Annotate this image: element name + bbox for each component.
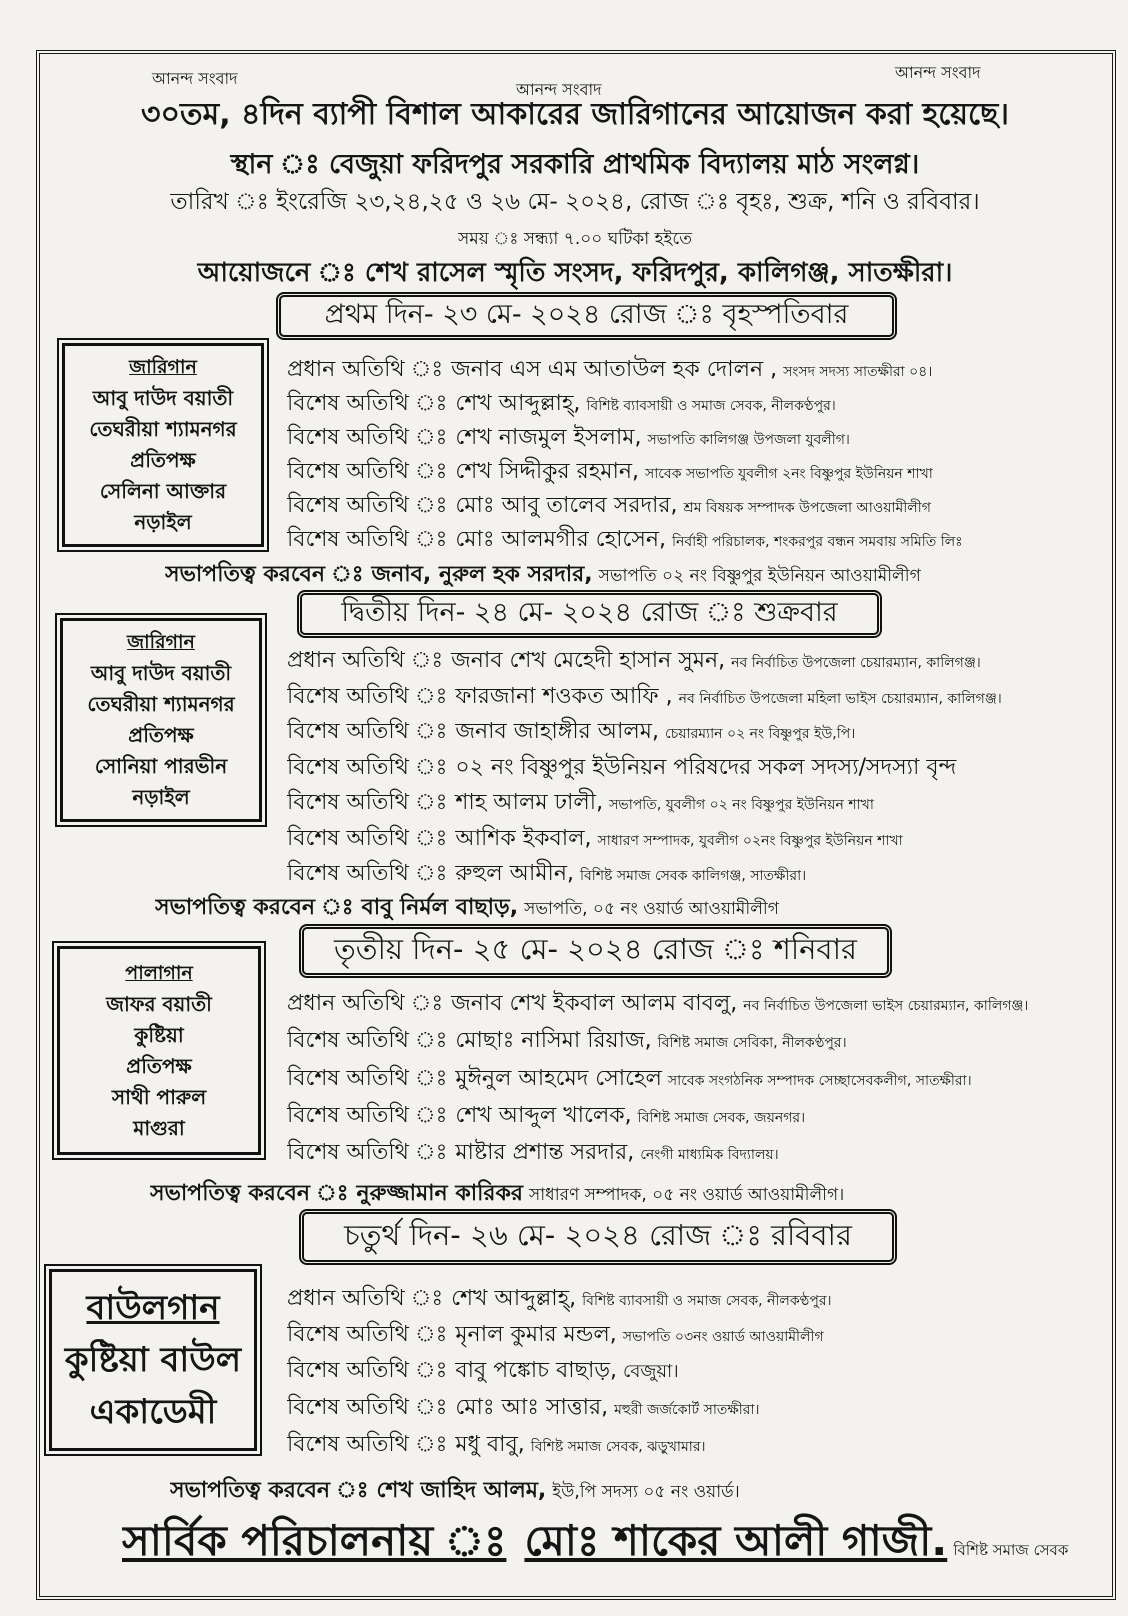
performer-line: কুষ্টিয়া bbox=[134, 1022, 184, 1047]
guest-name: মোছাঃ নাসিমা রিয়াজ, bbox=[455, 1028, 652, 1053]
guest-row bbox=[287, 1061, 1112, 1093]
guest-description: সাবেক সভাপতি যুবলীগ ২নং বিষ্ণুপুর ইউনিয়ন শাখা bbox=[645, 466, 933, 482]
guest-description: সভাপতি, যুবলীগ ০২ নং বিষ্ণুপুর ইউনিয়ন শাখা bbox=[609, 797, 874, 813]
guest-name: মধু বাবু, bbox=[455, 1432, 525, 1457]
guest-role: বিশেষ অতিথি ঃ bbox=[287, 790, 448, 815]
guest-description: চেয়ারম্যান ০২ নং বিষ্ণুপুর ইউ,পি। bbox=[665, 726, 856, 742]
guest-name: মাষ্টার প্রশান্ত সরদার, bbox=[455, 1140, 635, 1165]
guest-role: বিশেষ অতিথি ঃ bbox=[287, 1066, 448, 1091]
guest-name: শেখ আব্দুল্লাহ্, bbox=[451, 1286, 577, 1311]
guest-description: বিশিষ্ট ব্যাবসায়ী ও সমাজ সেবক, নীলকণ্ঠপুর। bbox=[586, 398, 836, 414]
performer-line: সাথী পারুল bbox=[111, 1084, 207, 1109]
guest-role: বিশেষ অতিথি ঃ bbox=[287, 1103, 448, 1128]
event-time: সময় ঃ সন্ধ্যা ৭.০০ ঘটিকা হইতে bbox=[458, 229, 692, 249]
guest-row bbox=[287, 1427, 1112, 1459]
performer-line: প্রতিপক্ষ bbox=[130, 448, 196, 472]
guest-row bbox=[287, 1353, 1112, 1385]
guest-role: বিশেষ অতিথি ঃ bbox=[287, 459, 448, 484]
guest-description: সাবেক সংগঠনিক সম্পাদক সেচ্ছাসেবকলীগ, সাতক্ষীরা। bbox=[667, 1073, 972, 1089]
guest-description: বিশিষ্ট ব্যাবসায়ী ও সমাজ সেবক, নীলকণ্ঠপুর। bbox=[582, 1293, 832, 1309]
day-banner: দ্বিতীয় দিন- ২৪ মে- ২০২৪ রোজ ঃ শুক্রবার bbox=[297, 590, 882, 638]
day-banner: তৃতীয় দিন- ২৫ মে- ২০২৪ রোজ ঃ শনিবার bbox=[299, 924, 892, 978]
performer-line: তেঘরীয়া শ্যামনগর bbox=[89, 417, 237, 441]
guest-row bbox=[287, 522, 1112, 554]
header-tag-center: আনন্দ সংবাদ bbox=[516, 80, 602, 99]
chair-row bbox=[155, 890, 1112, 924]
guest-description: বিশিষ্ট সমাজ সেবক, ঝড়ুখামার। bbox=[530, 1439, 706, 1455]
guest-role: প্রধান অতিথি ঃ bbox=[287, 648, 444, 673]
guest-name: মোঃ আলমগীর হোসেন, bbox=[455, 527, 667, 552]
guest-description: সভাপতি কালিগঞ্জ উপজলা যুবলীগ। bbox=[647, 432, 850, 448]
guest-role: বিশেষ অতিথি ঃ bbox=[287, 1140, 448, 1165]
guest-row bbox=[287, 1317, 1112, 1349]
guest-role: বিশেষ অতিথি ঃ bbox=[287, 719, 448, 744]
chair-description: সভাপতি ০২ নং বিষ্ণুপুর ইউনিয়ন আওয়ামীলীগ bbox=[598, 566, 921, 586]
performer-genre: জারিগান bbox=[129, 356, 197, 378]
guest-name: জনাব শেখ ইকবাল আলম বাবলু, bbox=[451, 991, 738, 1016]
day-banner: চতুর্থ দিন- ২৬ মে- ২০২৪ রোজ ঃ রবিবার bbox=[299, 1209, 897, 1265]
guest-row bbox=[287, 856, 1112, 888]
guest-description: বিশিষ্ট সমাজ সেবক কালিগঞ্জ, সাতক্ষীরা। bbox=[579, 868, 807, 884]
guest-row bbox=[287, 750, 1112, 782]
guest-name: শেখ আব্দুল খালেক, bbox=[455, 1103, 632, 1128]
guest-row bbox=[287, 1281, 1112, 1313]
performer-line: জাফর বয়াতী bbox=[106, 991, 212, 1016]
guest-row bbox=[287, 454, 1112, 486]
performer-box bbox=[62, 343, 264, 547]
guest-row bbox=[287, 386, 1112, 418]
performer-line: নড়াইল bbox=[132, 785, 190, 809]
guest-name: জনাব শেখ মেহেদী হাসান সুমন, bbox=[451, 648, 726, 673]
event-organizer: আয়োজনে ঃ শেখ রাসেল স্মৃতি সংসদ, ফরিদপুর, কালিগঞ্জ, সাতক্ষীরা। bbox=[197, 258, 953, 288]
guest-role: বিশেষ অতিথি ঃ bbox=[287, 1395, 448, 1420]
guest-name: ফারজানা শওকত আফি , bbox=[455, 684, 673, 709]
guest-row bbox=[287, 1023, 1112, 1055]
guest-name: শেখ সিদ্দীকুর রহমান, bbox=[455, 459, 639, 484]
chair-row bbox=[165, 557, 1112, 591]
guest-role: প্রধান অতিথি ঃ bbox=[287, 357, 444, 382]
guest-row bbox=[287, 1135, 1112, 1167]
guest-name: মুঈনুল আহমেদ সোহেল bbox=[455, 1066, 662, 1091]
guest-role: বিশেষ অতিথি ঃ bbox=[287, 1358, 448, 1383]
chair-row bbox=[150, 1176, 1112, 1210]
guest-role: বিশেষ অতিথি ঃ bbox=[287, 1322, 448, 1347]
guest-role: বিশেষ অতিথি ঃ bbox=[287, 1432, 448, 1457]
guest-row bbox=[287, 785, 1112, 817]
footer-label: সার্বিক পরিচালনায় ঃ bbox=[122, 1516, 507, 1565]
guest-name: মোঃ আবু তালেব সরদার, bbox=[455, 493, 678, 518]
event-title: ৩০তম, ৪দিন ব্যাপী বিশাল আকারের জারিগানের আয়োজন করা হয়েছে। bbox=[141, 97, 1009, 132]
performer-box bbox=[57, 946, 261, 1155]
chair-label: সভাপতিত্ব করবেন ঃ bbox=[155, 895, 354, 920]
guest-name: জনাব জাহাঙ্গীর আলম, bbox=[455, 719, 660, 744]
guest-role: বিশেষ অতিথি ঃ bbox=[287, 826, 448, 851]
guest-name: মোঃ আঃ সাত্তার, bbox=[455, 1395, 609, 1420]
guest-role: বিশেষ অতিথি ঃ bbox=[287, 861, 448, 886]
performer-box bbox=[49, 1269, 257, 1451]
guest-name: শেখ নাজমুল ইসলাম, bbox=[455, 425, 642, 450]
guest-description: মহুরী জর্জকোর্ট সাতক্ষীরা। bbox=[614, 1402, 760, 1418]
guest-description: নির্বাহী পরিচালক, শংকরপুর বন্ধন সমবায় সমিতি লিঃ bbox=[672, 534, 963, 550]
guest-name: আশিক ইকবাল, bbox=[455, 826, 592, 851]
guest-description: নব নির্বাচিত উপজেলা চেয়ারম্যান, কালিগঞ্জ। bbox=[731, 655, 981, 671]
guest-description: সভাপতি ০৩নং ওয়ার্ড আওয়ামীলীগ bbox=[622, 1329, 824, 1345]
performer-genre: পালাগান bbox=[125, 961, 193, 984]
guest-name: শাহ আলম ঢালী, bbox=[455, 790, 604, 815]
guest-description: বেজুয়া। bbox=[623, 1361, 679, 1382]
guest-name: শেখ আব্দুল্লাহ্, bbox=[455, 391, 581, 416]
footer-row bbox=[122, 1508, 1114, 1570]
chair-row bbox=[170, 1473, 1112, 1507]
guest-description: নেংগী মাধ্যমিক বিদ্যালয়। bbox=[640, 1147, 779, 1163]
guest-role: বিশেষ অতিথি ঃ bbox=[287, 684, 448, 709]
chair-name: বাবু নির্মল বাছাড়, bbox=[361, 895, 519, 920]
performer-box bbox=[60, 618, 262, 822]
guest-row bbox=[287, 1098, 1112, 1130]
guest-name: জনাব এস এম আতাউল হক দোলন , bbox=[451, 357, 778, 382]
guest-description: নব নির্বাচিত উপজেলা মহিলা ভাইস চেয়ারম্যান, কালিগঞ্জ। bbox=[678, 691, 1002, 707]
guest-row bbox=[287, 714, 1112, 746]
footer-description: বিশিষ্ট সমাজ সেবক bbox=[953, 1541, 1069, 1559]
guest-row bbox=[287, 420, 1112, 452]
performer-line: নড়াইল bbox=[134, 510, 192, 534]
performer-genre: জারিগান bbox=[127, 631, 195, 653]
guest-name: রুহুল আমীন, bbox=[455, 861, 574, 886]
footer-name: মোঃ শাকের আলী গাজী. bbox=[524, 1516, 948, 1565]
performer-line: সোনিয়া পারভীন bbox=[94, 754, 228, 778]
guest-role: বিশেষ অতিথি ঃ bbox=[287, 493, 448, 518]
guest-role: বিশেষ অতিথি ঃ bbox=[287, 391, 448, 416]
guest-role: প্রধান অতিথি ঃ bbox=[287, 991, 444, 1016]
guest-row bbox=[287, 352, 1112, 384]
chair-label: সভাপতিত্ব করবেন ঃ bbox=[165, 562, 364, 587]
guest-row bbox=[287, 1390, 1112, 1422]
chair-name: জনাব, নুরুল হক সরদার, bbox=[371, 562, 593, 587]
chair-description: সাধারণ সম্পাদক, ০৫ নং ওয়ার্ড আওয়ামীলীগ। bbox=[529, 1185, 845, 1205]
performer-line: সেলিনা আক্তার bbox=[99, 479, 227, 503]
header-tag-left: আনন্দ সংবাদ bbox=[152, 69, 238, 88]
chair-label: সভাপতিত্ব করবেন ঃ bbox=[170, 1478, 369, 1503]
guest-row bbox=[287, 821, 1112, 853]
guest-name: বাবু পঙ্কোচ বাছাড়, bbox=[455, 1358, 618, 1383]
guest-description: নব নির্বাচিত উপজেলা ভাইস চেয়ারম্যান, কালিগঞ্জ। bbox=[743, 998, 1029, 1014]
guest-description: শ্রম বিষয়ক সম্পাদক উপজেলা আওয়ামীলীগ bbox=[683, 500, 931, 516]
header-tag-right: আনন্দ সংবাদ bbox=[895, 63, 981, 82]
performer-line: প্রতিপক্ষ bbox=[128, 723, 194, 747]
guest-name: মৃনাল কুমার মন্ডল, bbox=[455, 1322, 617, 1347]
performer-line: মাগুরা bbox=[133, 1115, 185, 1140]
guest-role: প্রধান অতিথি ঃ bbox=[287, 1286, 444, 1311]
performer-line: আবু দাউদ বয়াতী bbox=[92, 386, 234, 410]
performer-line: একাডেমী bbox=[89, 1392, 217, 1432]
day-banner: প্রথম দিন- ২৩ মে- ২০২৪ রোজ ঃ বৃহস্পতিবার bbox=[276, 292, 897, 340]
guest-description: বিশিষ্ট সমাজ সেবিকা, নীলকণ্ঠপুর। bbox=[657, 1035, 847, 1051]
chair-label: সভাপতিত্ব করবেন ঃ bbox=[150, 1181, 349, 1206]
guest-role: বিশেষ অতিথি ঃ bbox=[287, 527, 448, 552]
chair-name: শেখ জাহিদ আলম, bbox=[376, 1478, 547, 1503]
guest-row bbox=[287, 643, 1112, 675]
guest-role: বিশেষ অতিথি ঃ bbox=[287, 1028, 448, 1053]
chair-name: নুরুজ্জামান কারিকর bbox=[356, 1181, 524, 1206]
chair-description: ইউ,পি সদস্য ০৫ নং ওয়ার্ড। bbox=[552, 1482, 740, 1502]
performer-genre: বাউলগান bbox=[86, 1288, 220, 1328]
performer-line: কুষ্টিয়া বাউল bbox=[64, 1340, 242, 1380]
guest-role: বিশেষ অতিথি ঃ bbox=[287, 755, 448, 780]
performer-line: প্রতিপক্ষ bbox=[126, 1053, 192, 1078]
guest-role: বিশেষ অতিথি ঃ bbox=[287, 425, 448, 450]
event-venue: স্থান ঃ বেজুয়া ফরিদপুর সরকারি প্রাথমিক বিদ্যালয় মাঠ সংলগ্ন। bbox=[230, 149, 920, 180]
guest-row bbox=[287, 986, 1112, 1018]
guest-name: ০২ নং বিষ্ণুপুর ইউনিয়ন পরিষদের সকল সদস্য/সদস্যা বৃন্দ bbox=[455, 755, 957, 780]
event-date: তারিখ ঃ ইংরেজি ২৩,২৪,২৫ ও ২৬ মে- ২০২৪, রোজ ঃ বৃহঃ, শুক্র, শনি ও রবিবার। bbox=[170, 189, 980, 215]
performer-line: আবু দাউদ বয়াতী bbox=[90, 661, 232, 685]
guest-description: সংসদ সদস্য সাতক্ষীরা ০৪। bbox=[783, 364, 933, 380]
guest-description: সাধারণ সম্পাদক, যুবলীগ ০২নং বিষ্ণুপুর ইউনিয়ন শাখা bbox=[597, 833, 903, 849]
chair-description: সভাপতি, ০৫ নং ওয়ার্ড আওয়ামীলীগ bbox=[524, 899, 779, 919]
performer-line: তেঘরীয়া শ্যামনগর bbox=[87, 692, 235, 716]
guest-description: বিশিষ্ট সমাজ সেবক, জয়নগর। bbox=[637, 1110, 806, 1126]
guest-row bbox=[287, 679, 1112, 711]
guest-row bbox=[287, 488, 1112, 520]
